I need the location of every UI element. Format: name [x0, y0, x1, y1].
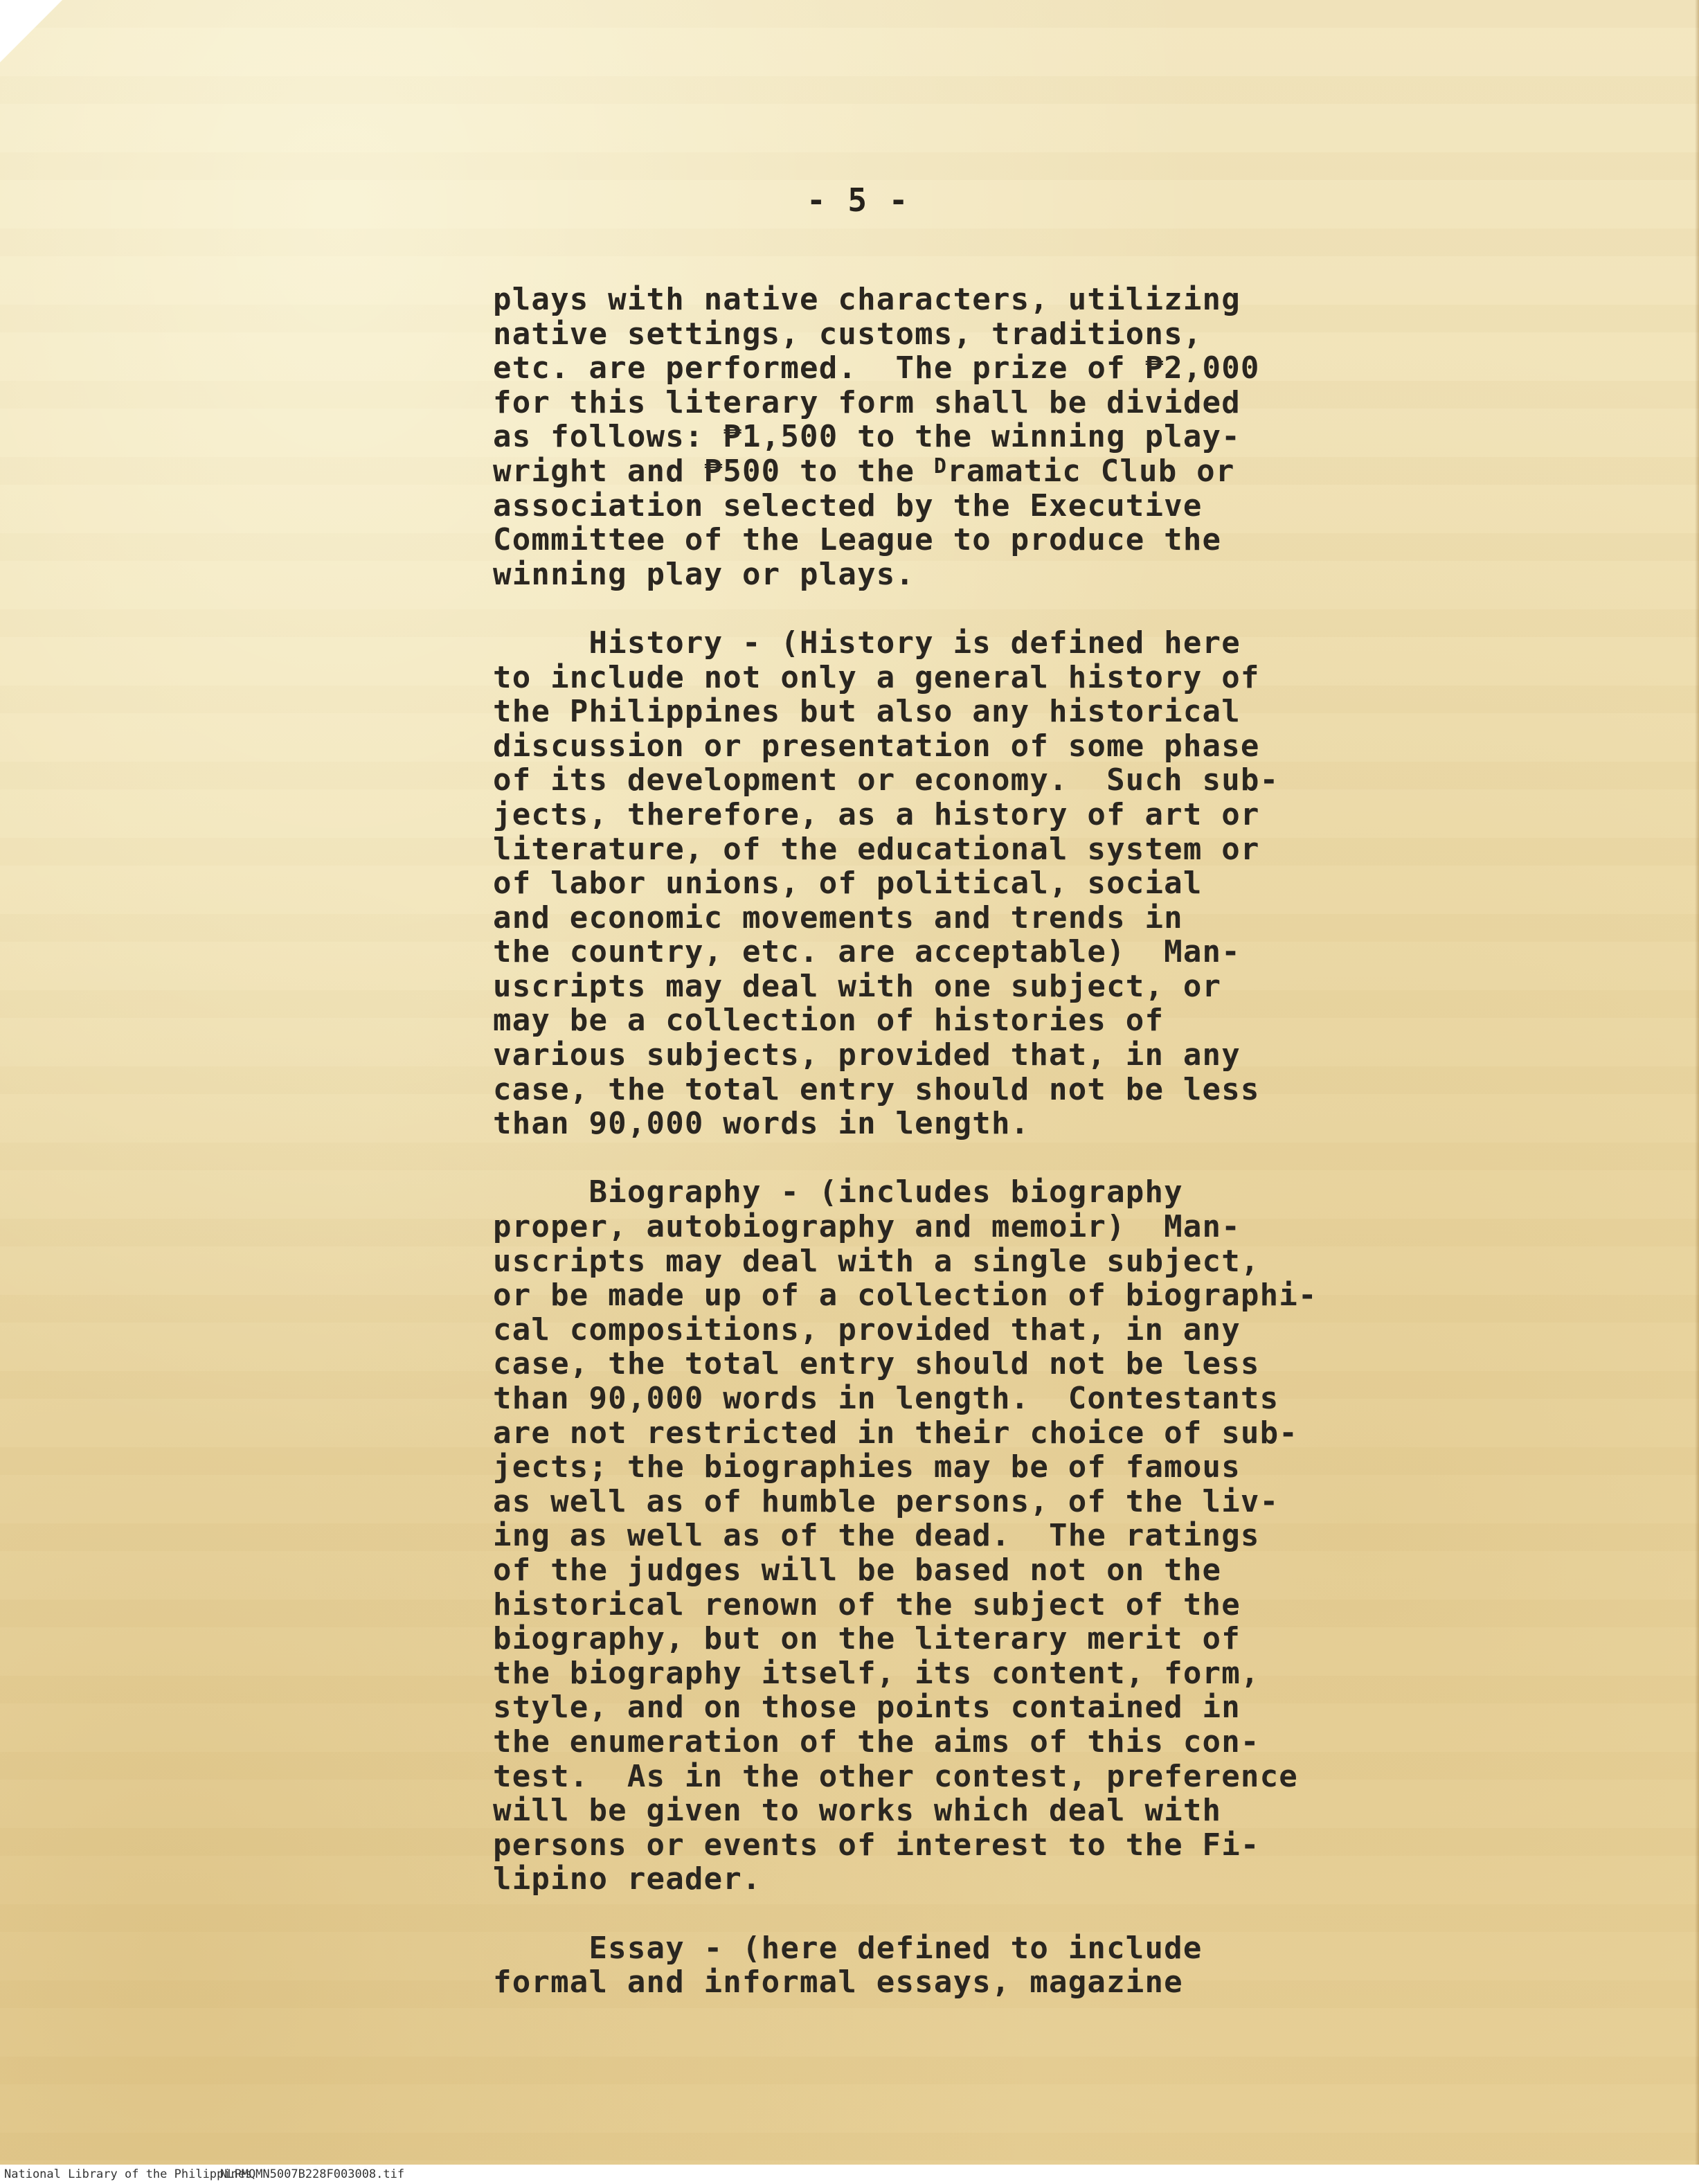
text-line: the country, etc. are acceptable) Man-: [493, 934, 1241, 970]
typed-body-text: [493, 283, 1421, 2000]
text-fragment: ramatic Club or: [947, 453, 1235, 489]
text-line: Essay - (here defined to include: [493, 1930, 1203, 1966]
text-line: test. As in the other contest, preference: [493, 1758, 1298, 1794]
superscript-letter: D: [933, 454, 948, 478]
text-line: as follows: ₱1,500 to the winning play-: [493, 419, 1241, 455]
text-line: or be made up of a collection of biographi-: [493, 1278, 1318, 1314]
text-line: History - (History is defined here: [493, 625, 1241, 661]
text-line: jects; the biographies may be of famous: [493, 1449, 1241, 1485]
text-line: the enumeration of the aims of this con-: [493, 1724, 1260, 1760]
text-line: of labor unions, of political, social: [493, 866, 1203, 902]
text-line: Biography - (includes biography: [493, 1174, 1183, 1210]
text-line: persons or events of interest to the Fi-: [493, 1827, 1260, 1863]
text-line: case, the total entry should not be less: [493, 1071, 1260, 1107]
torn-corner: [0, 0, 62, 62]
page-number: - 5 -: [807, 181, 910, 219]
text-line: for this literary form shall be divided: [493, 384, 1241, 420]
text-line: style, and on those points contained in: [493, 1690, 1241, 1726]
text-line: lipino reader.: [493, 1861, 762, 1897]
text-line: etc. are performed. The prize of ₱2,000: [493, 350, 1260, 386]
text-line: discussion or presentation of some phase: [493, 728, 1260, 764]
text-line: biography, but on the literary merit of: [493, 1621, 1241, 1657]
text-line: Committee of the League to produce the: [493, 522, 1222, 558]
scan-footer-strip: [0, 2165, 1699, 2184]
text-line: winning play or plays.: [493, 556, 915, 592]
text-line: historical renown of the subject of the: [493, 1586, 1241, 1622]
text-line: of the judges will be based not on the: [493, 1552, 1222, 1588]
text-line: various subjects, provided that, in any: [493, 1037, 1241, 1073]
scan-source-label: National Library of the Philippines: [4, 2167, 253, 2181]
text-line: native settings, customs, traditions,: [493, 316, 1203, 352]
paragraph-gap: [493, 591, 1421, 626]
text-line: are not restricted in their choice of sub-: [493, 1415, 1298, 1451]
text-fragment: wright and ₱500 to the: [493, 453, 934, 489]
text-line: plays with native characters, utilizing: [493, 282, 1241, 317]
scan-filename-label: NLPMQMN5007B228F003008.tif: [220, 2167, 405, 2181]
text-line: case, the total entry should not be less: [493, 1346, 1260, 1382]
text-line: association selected by the Executive: [493, 487, 1203, 523]
text-line: of its development or economy. Such sub-: [493, 762, 1279, 798]
text-line: proper, autobiography and memoir) Man-: [493, 1209, 1241, 1245]
text-line: formal and informal essays, magazine: [493, 1964, 1183, 2000]
text-line: than 90,000 words in length. Contestants: [493, 1381, 1279, 1416]
text-line: uscripts may deal with one subject, or: [493, 968, 1222, 1004]
text-line: cal compositions, provided that, in any: [493, 1312, 1241, 1348]
text-line: ing as well as of the dead. The ratings: [493, 1518, 1260, 1554]
text-line: will be given to works which deal with: [493, 1793, 1222, 1829]
text-line: as well as of humble persons, of the liv-: [493, 1483, 1279, 1519]
text-line: jects, therefore, as a history of art or: [493, 796, 1260, 832]
text-line: may be a collection of histories of: [493, 1003, 1165, 1039]
text-line: than 90,000 words in length.: [493, 1106, 1030, 1142]
paragraph-gap: [493, 1897, 1421, 1931]
text-line: and economic movements and trends in: [493, 899, 1183, 936]
text-line: the Philippines but also any historical: [493, 694, 1241, 730]
text-line: uscripts may deal with a single subject,: [493, 1243, 1260, 1279]
text-line: to include not only a general history of: [493, 659, 1260, 695]
text-line: [493, 454, 1421, 489]
page-edge-shadow: [1695, 0, 1699, 2184]
paragraph-gap: [493, 1141, 1421, 1176]
text-line: the biography itself, its content, form,: [493, 1655, 1260, 1691]
text-line: literature, of the educational system or: [493, 831, 1260, 867]
